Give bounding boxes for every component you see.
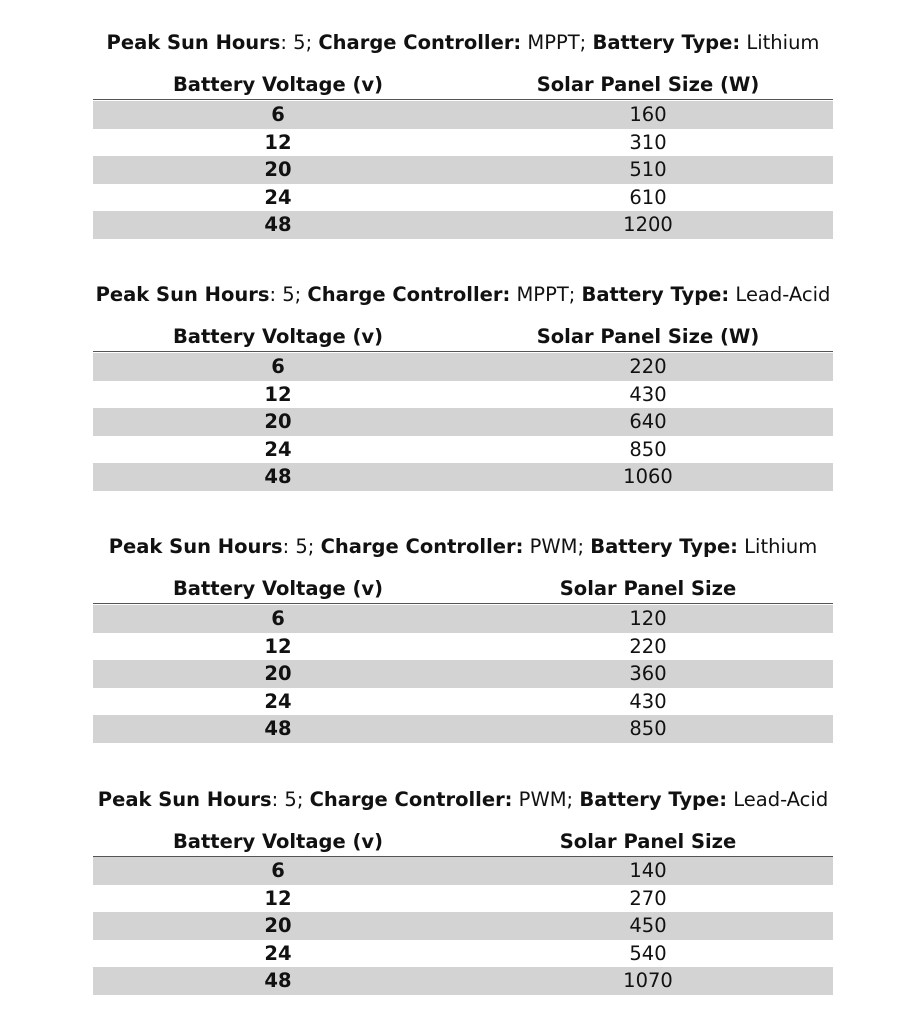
battery-voltage-cell: 20 bbox=[264, 914, 292, 937]
battery-voltage-cell: 48 bbox=[264, 213, 292, 236]
table-row bbox=[93, 101, 833, 129]
battery-voltage-cell: 6 bbox=[271, 355, 285, 378]
battery-voltage-cell: 48 bbox=[264, 465, 292, 488]
battery-voltage-cell: 12 bbox=[264, 382, 292, 406]
table-caption: Peak Sun Hours: 5; Charge Controller: MPPT; Battery Type: Lithium bbox=[106, 31, 820, 54]
table-row bbox=[93, 633, 833, 661]
table-caption: Peak Sun Hours: 5; Charge Controller: PWM; Battery Type: Lead-Acid bbox=[97, 788, 829, 811]
table-row bbox=[93, 463, 833, 491]
panel-size-cell: 610 bbox=[629, 185, 667, 209]
panel-size-cell: 220 bbox=[629, 355, 667, 378]
table-row bbox=[93, 353, 833, 381]
table-header bbox=[93, 827, 833, 857]
battery-voltage-cell: 24 bbox=[264, 941, 292, 965]
table-row bbox=[93, 940, 833, 968]
table-caption: Peak Sun Hours: 5; Charge Controller: PWM; Battery Type: Lithium bbox=[108, 535, 818, 558]
header-battery-voltage: Battery Voltage (v) bbox=[172, 577, 384, 600]
panel-size-cell: 270 bbox=[629, 886, 667, 910]
panel-size-cell: 430 bbox=[629, 382, 667, 406]
table-row bbox=[93, 660, 833, 688]
table-row bbox=[93, 129, 833, 157]
table-row bbox=[93, 184, 833, 212]
header-battery-voltage: Battery Voltage (v) bbox=[172, 73, 384, 96]
panel-size-cell: 510 bbox=[629, 158, 667, 181]
table-header bbox=[93, 70, 833, 100]
header-solar-panel-size: Solar Panel Size bbox=[559, 577, 737, 600]
panel-size-cell: 1060 bbox=[623, 465, 673, 488]
panel-size-cell: 450 bbox=[629, 914, 667, 937]
battery-voltage-cell: 12 bbox=[264, 634, 292, 658]
panel-size-cell: 310 bbox=[629, 130, 667, 154]
panel-size-cell: 540 bbox=[629, 941, 667, 965]
battery-voltage-cell: 20 bbox=[264, 662, 292, 685]
panel-size-cell: 640 bbox=[629, 410, 667, 433]
panel-size-cell: 140 bbox=[629, 859, 667, 882]
header-battery-voltage: Battery Voltage (v) bbox=[172, 830, 384, 853]
table-row bbox=[93, 436, 833, 464]
panel-size-cell: 430 bbox=[629, 689, 667, 713]
table-header bbox=[93, 574, 833, 604]
header-solar-panel-size: Solar Panel Size bbox=[559, 830, 737, 853]
table-row bbox=[93, 857, 833, 885]
table-row bbox=[93, 688, 833, 716]
table-row bbox=[93, 912, 833, 940]
table-row bbox=[93, 408, 833, 436]
table-row bbox=[93, 715, 833, 743]
battery-voltage-cell: 20 bbox=[264, 158, 292, 181]
battery-voltage-cell: 24 bbox=[264, 437, 292, 461]
header-solar-panel-size: Solar Panel Size (W) bbox=[536, 73, 760, 96]
panel-size-cell: 360 bbox=[629, 662, 667, 685]
header-battery-voltage: Battery Voltage (v) bbox=[172, 325, 384, 348]
table-row bbox=[93, 967, 833, 995]
battery-voltage-cell: 6 bbox=[271, 103, 285, 126]
battery-voltage-cell: 24 bbox=[264, 689, 292, 713]
table-row bbox=[93, 156, 833, 184]
battery-voltage-cell: 20 bbox=[264, 410, 292, 433]
table-row bbox=[93, 605, 833, 633]
battery-voltage-cell: 6 bbox=[271, 607, 285, 630]
panel-size-cell: 220 bbox=[629, 634, 667, 658]
panel-size-cell: 120 bbox=[629, 607, 667, 630]
panel-size-cell: 850 bbox=[629, 717, 667, 740]
table-header bbox=[93, 322, 833, 352]
panel-size-cell: 1070 bbox=[623, 969, 673, 992]
panel-size-cell: 850 bbox=[629, 437, 667, 461]
battery-voltage-cell: 48 bbox=[264, 717, 292, 740]
battery-voltage-cell: 48 bbox=[264, 969, 292, 992]
table-row bbox=[93, 885, 833, 913]
battery-voltage-cell: 12 bbox=[264, 130, 292, 154]
table-row bbox=[93, 381, 833, 409]
panel-size-cell: 160 bbox=[629, 103, 667, 126]
table-caption: Peak Sun Hours: 5; Charge Controller: MPPT; Battery Type: Lead-Acid bbox=[95, 283, 831, 306]
battery-voltage-cell: 6 bbox=[271, 859, 285, 882]
header-solar-panel-size: Solar Panel Size (W) bbox=[536, 325, 760, 348]
table-row bbox=[93, 211, 833, 239]
battery-voltage-cell: 24 bbox=[264, 185, 292, 209]
battery-voltage-cell: 12 bbox=[264, 886, 292, 910]
panel-size-cell: 1200 bbox=[623, 213, 673, 236]
